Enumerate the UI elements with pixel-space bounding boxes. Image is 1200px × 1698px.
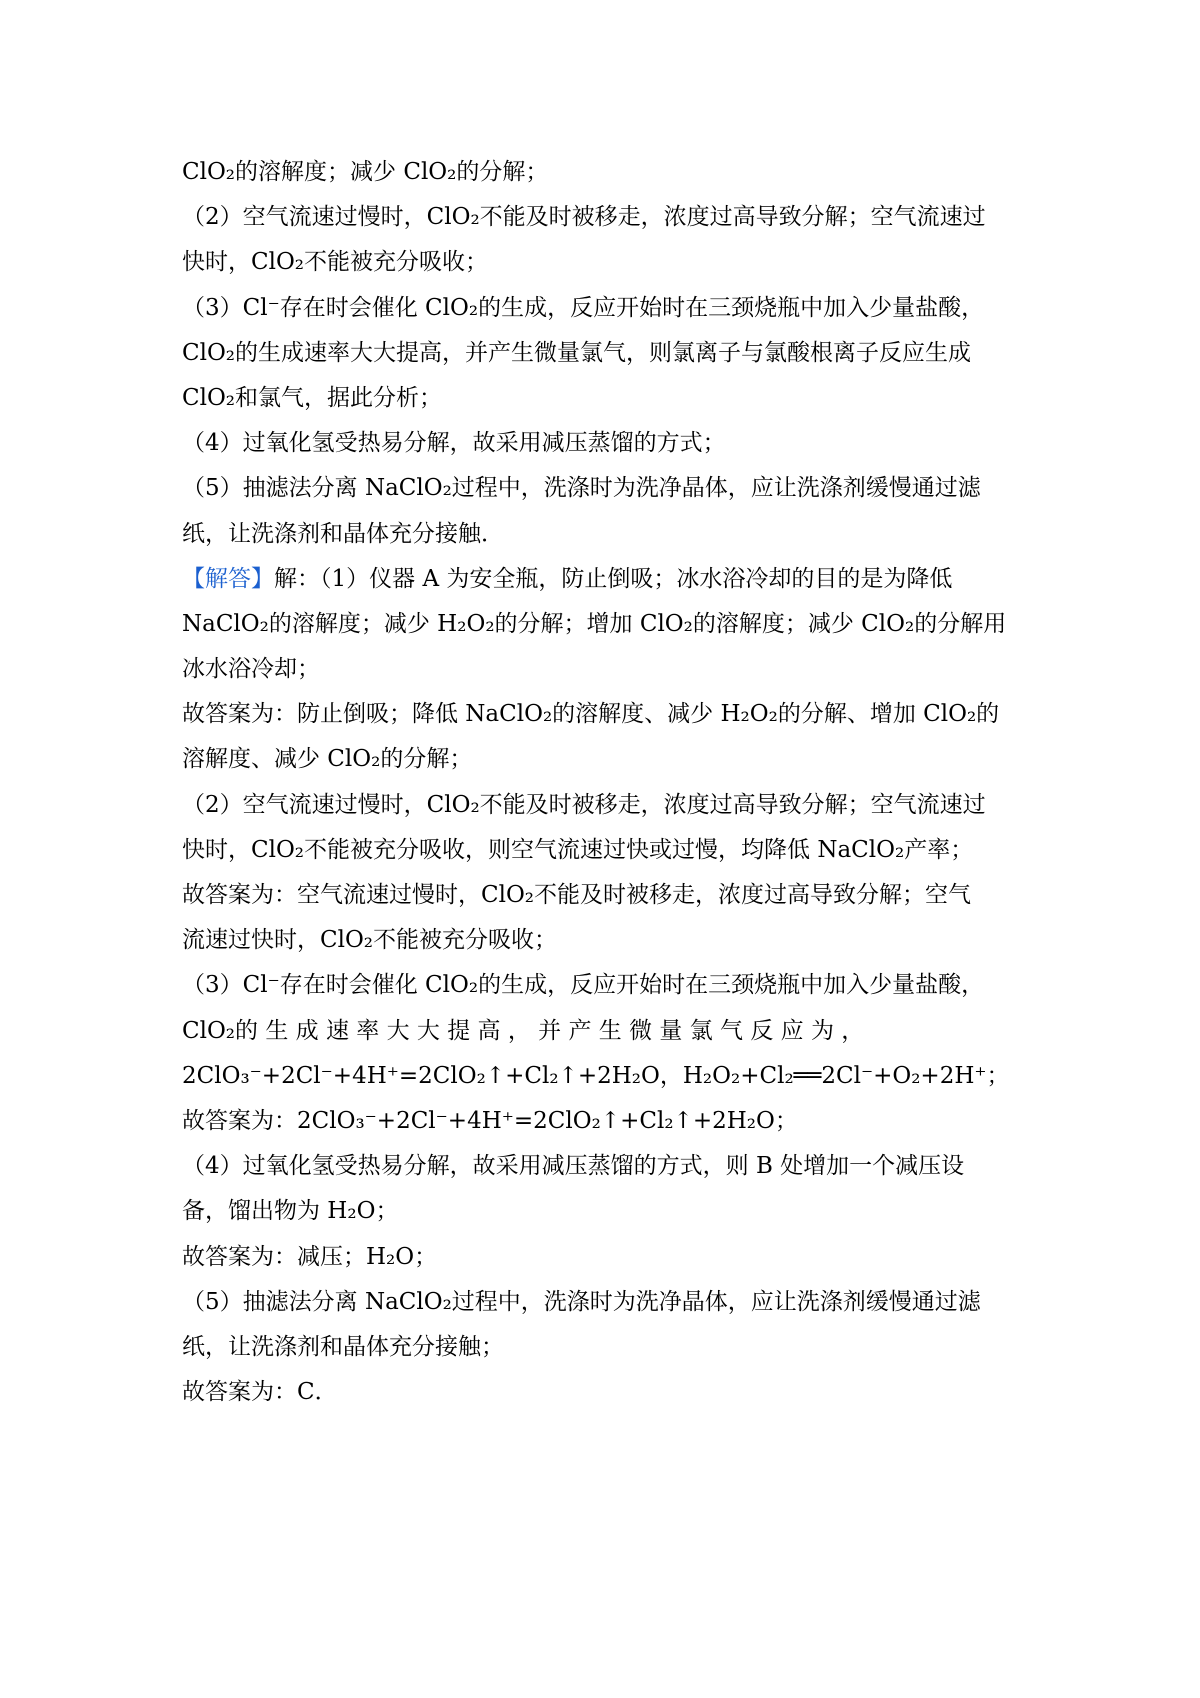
- solution-line: （5）抽滤法分离 NaClO₂过程中，洗涤时为洗净晶体，应让洗涤剂缓慢通过滤: [182, 1288, 981, 1315]
- analysis-line: （5）抽滤法分离 NaClO₂过程中，洗涤时为洗净晶体，应让洗涤剂缓慢通过滤: [182, 475, 981, 502]
- analysis-line: ClO₂的溶解度；减少 ClO₂的分解；: [182, 159, 549, 185]
- document-body: [182, 150, 1022, 1415]
- solution-line: 流速过快时，ClO₂不能被充分吸收；: [182, 927, 558, 954]
- solution-line: 备，馏出物为 H₂O；: [182, 1198, 399, 1225]
- analysis-line: （3）Cl⁻存在时会催化 ClO₂的生成，反应开始时在三颈烧瓶中加入少量盐酸，: [182, 294, 985, 321]
- solution-line: NaClO₂的溶解度；减少 H₂O₂的分解；增加 ClO₂的溶解度；减少 ClO₂的分解用: [182, 610, 1007, 637]
- solution-heading-line: [182, 557, 1022, 602]
- analysis-line: 纸，让洗涤剂和晶体充分接触．: [182, 520, 504, 547]
- solution-line: 快时，ClO₂不能被充分吸收，则空气流速过快或过慢，均降低 NaClO₂产率；: [182, 836, 974, 863]
- solution-line: 故答案为：防止倒吸；降低 NaClO₂的溶解度、减少 H₂O₂的分解、增加 ClO₂的: [182, 701, 1000, 728]
- solution-line: （3）Cl⁻存在时会催化 ClO₂的生成，反应开始时在三颈烧瓶中加入少量盐酸，: [182, 972, 985, 999]
- solution-line: 故答案为：减压；H₂O；: [182, 1243, 438, 1270]
- analysis-line: （4）过氧化氢受热易分解，故采用减压蒸馏的方式；: [182, 430, 726, 457]
- analysis-line: ClO₂的生成速率大大提高，并产生微量氯气，则氯离子与氯酸根离子反应生成: [182, 339, 972, 366]
- final-answer-line: 故答案为：C．: [182, 1379, 338, 1406]
- solution-line: 故答案为：2ClO₃⁻+2Cl⁻+4H⁺=2ClO₂↑+Cl₂↑+2H₂O；: [182, 1107, 798, 1134]
- solution-line: 故答案为：空气流速过慢时，ClO₂不能及时被移走，浓度过高导致分解；空气: [182, 882, 972, 908]
- solution-first-text: 解：（1）仪器 A 为安全瓶，防止倒吸；冰水浴冷却的目的是为降低: [274, 565, 953, 592]
- analysis-line: ClO₂和氯气，据此分析；: [182, 384, 443, 411]
- solution-line: 溶解度、减少 ClO₂的分解；: [182, 746, 473, 773]
- solution-line: （4）过氧化氢受热易分解，故采用减压蒸馏的方式，则 B 处增加一个减压设: [182, 1153, 965, 1180]
- solution-line: ClO₂的 生 成 速 率 大 大 提 高 ， 并 产 生 微 量 氯 气 反 应 为 ，: [182, 1017, 865, 1044]
- solution-tag: 【解答】: [182, 565, 274, 592]
- solution-line: 纸，让洗涤剂和晶体充分接触；: [182, 1333, 504, 1360]
- solution-line: （2）空气流速过慢时，ClO₂不能及时被移走，浓度过高导致分解；空气流速过: [182, 791, 986, 818]
- equation-line: 2ClO₃⁻+2Cl⁻+4H⁺=2ClO₂↑+Cl₂↑+2H₂O，H₂O₂+Cl₂══2Cl⁻+O₂+2H⁺；: [182, 1062, 1010, 1089]
- solution-line: 冰水浴冷却；: [182, 656, 320, 683]
- analysis-line: 快时，ClO₂不能被充分吸收；: [182, 249, 489, 276]
- analysis-line: （2）空气流速过慢时，ClO₂不能及时被移走，浓度过高导致分解；空气流速过: [182, 204, 986, 231]
